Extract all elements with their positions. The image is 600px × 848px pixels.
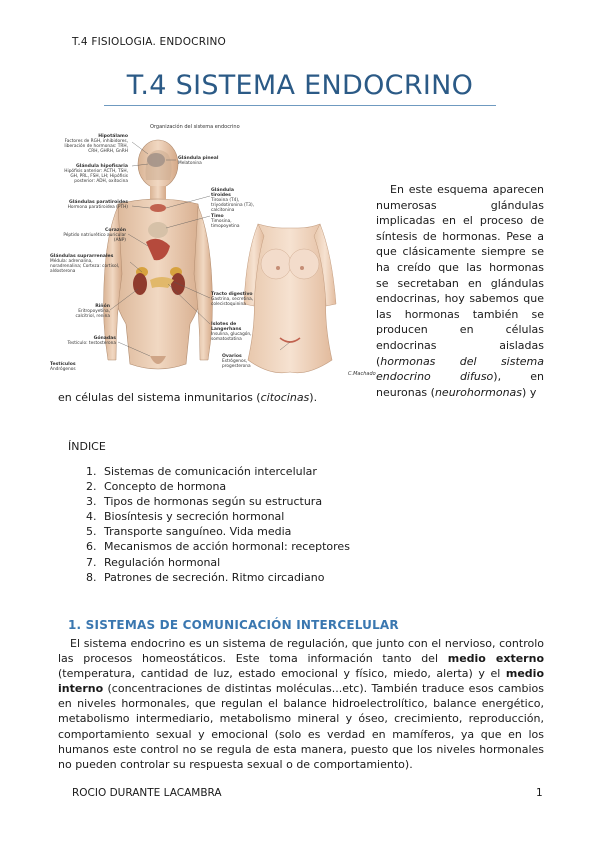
intro-paragraph: En este esquema aparecen numerosas glándulas implicadas en el proceso de síntesis de hormonas. Pese a que clásicamente siempre se ha creído que las hormonas se secretaban en glándulas endocrinas, hoy sabemos que las hormonas también se producen en células endocrinas aisladas (hormonas del sistema endocrino difuso), en neuronas (neurohormonas) y xyxy=(376,183,544,399)
label-thymus: Timo Timosina, timopoyetina xyxy=(211,214,240,229)
figure-caption: Organización del sistema endocrino xyxy=(150,124,240,130)
page-title: T.4 SISTEMA ENDOCRINO xyxy=(126,70,474,101)
toc-item: 4. Biosíntesis y secreción hormonal xyxy=(86,510,285,524)
label-kidney: Riñón Eritropoyetina, calcitriol, renina xyxy=(75,304,110,319)
page-number: 1 xyxy=(536,787,543,799)
toc-item: 1. Sistemas de comunicación intercelular xyxy=(86,465,317,478)
label-parathyroid: Glándulas paratiroides Hormona paratiroidea (PTH) xyxy=(67,200,128,210)
toc-item: 3. Tipos de hormonas según su estructura xyxy=(86,495,323,509)
section-heading: 1. SISTEMAS DE COMUNICACIÓN INTERCELULAR xyxy=(68,618,399,632)
label-testes: Testículos Andrógenos xyxy=(50,362,76,372)
intro-continuation: en células del sistema inmunitarios (citocinas). xyxy=(58,391,318,404)
label-ovaries: Ovarios Estrógenos, progesterona xyxy=(222,354,251,369)
label-thyroid: Glándula tiroides Tiroxina (T4), triyodotironina (T3), calcitonina xyxy=(211,188,255,213)
toc-item: 5. Transporte sanguíneo. Vida media xyxy=(86,525,292,539)
endocrine-system-figure xyxy=(50,124,380,384)
label-hypothalamus: Hipotálamo Factores de RGH, inhibidores, liberación de hormonas: TRH, CRH, GHRH, GnRH xyxy=(64,134,128,154)
section-body: El sistema endocrino es un sistema de regulación, que junto con el nervioso, controlo las procesos homeostáticos. Este toma información tanto del medio externo (temperatura, cantidad de luz, estado emocional y físico, miedo, alerta) y el medio interno (concentraciones de distintas moléculas...etc). También traduce esos cambios en niveles hormonales, que regulan el balance hidroelectrolítico, balance energético, metabolismo intermediario, metabolismo mineral y óseo, crecimiento, reproducción, comportamiento sexual y emocional (solo es verdad en mamíferos, ya que en los humanos este control no se regula de esta manera, puesto que los niveles hormonales no pueden controlar su respuesta sexual o de comportamiento). xyxy=(58,637,544,771)
label-pineal: Glándula pineal Melatonina xyxy=(178,156,219,166)
label-digestive-tract: Tracto digestivo Gastrina, secretina, colecistoquinina xyxy=(211,292,254,307)
index-title: ÍNDICE xyxy=(68,440,106,453)
female-figure xyxy=(244,224,336,373)
label-adrenal: Glándulas suprarrenales Médula: adrenalina, noradrenalina; Corteza: cortisol, aldosterona xyxy=(50,254,120,274)
illustrator-signature: C.Machado xyxy=(348,371,376,377)
toc-item: 7. Regulación hormonal xyxy=(86,555,221,569)
footer-author: ROCIO DURANTE LACAMBRA xyxy=(72,787,222,799)
toc-item: 6. Mecanismos de acción hormonal: receptores xyxy=(86,540,350,554)
label-islets: Islotes de Langerhans Insulina, glucagón, somatostatina xyxy=(211,322,252,342)
table-of-contents xyxy=(86,464,350,585)
toc-item: 2. Concepto de hormona xyxy=(86,480,227,494)
page-header: T.4 FISIOLOGIA. ENDOCRINO xyxy=(72,36,227,48)
title-underline xyxy=(104,105,496,106)
toc-item: 8. Patrones de secreción. Ritmo circadiano xyxy=(86,570,325,584)
label-heart: Corazón Péptido natriurético auricular (ANP) xyxy=(63,228,126,243)
label-gonads: Gónadas Testículo: testosterona xyxy=(67,336,116,346)
label-pituitary: Glándula hipofisaria Hipófisis anterior: ACTH, TSH, GH, PRL, FSH, LH; Hipófisis posterior: ADH, oxitocina xyxy=(64,164,128,184)
